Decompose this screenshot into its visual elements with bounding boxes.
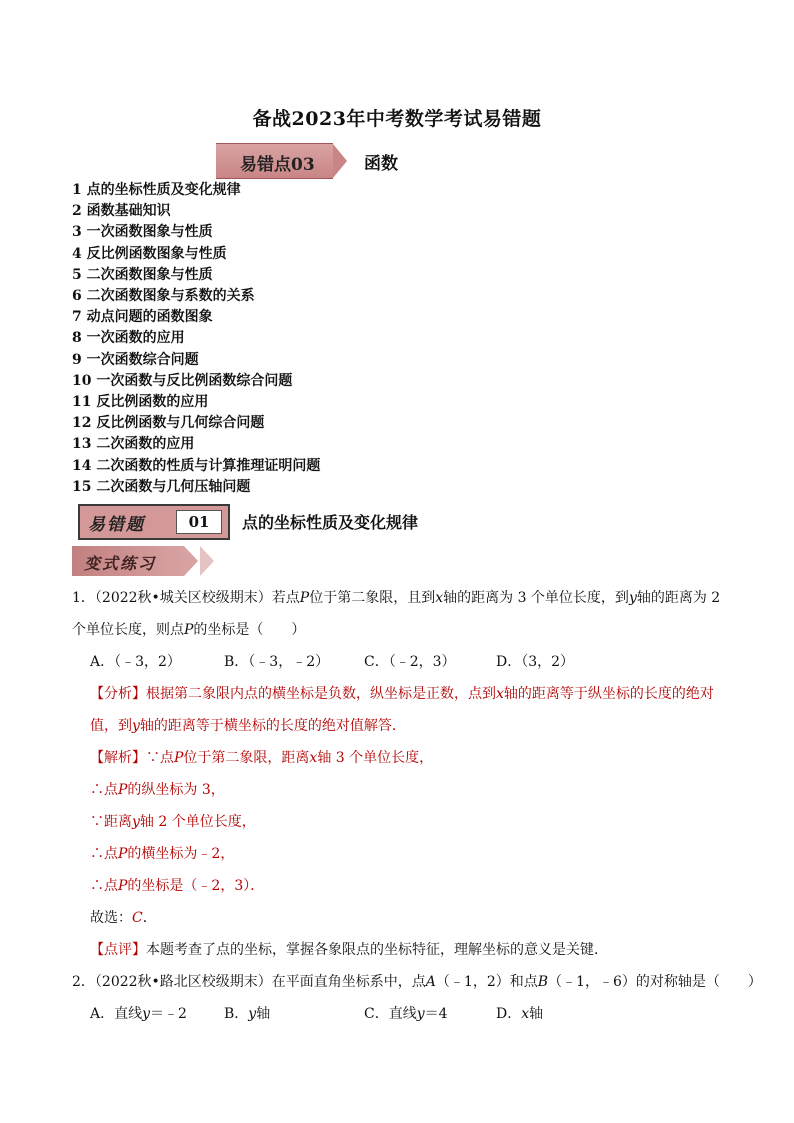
q1-stem-line1: 1．（2022秋•城关区校级期末）若点P位于第二象限，且到x轴的距离为 3 个单位长度，到y轴的距离为 2	[72, 590, 721, 606]
q2-option-b: B．y轴	[224, 1006, 271, 1022]
arrow-icon	[200, 546, 214, 576]
q1-option-b: B．（﹣3，﹣2）	[224, 654, 330, 670]
toc-item: 9 一次函数综合问题	[72, 351, 199, 368]
q1-solution-line1: 【解析】∵点P位于第二象限，距离x轴 3 个单位长度，	[90, 750, 434, 766]
toc-item: 14 二次函数的性质与计算推理证明问题	[72, 457, 321, 474]
toc-item: 11 反比例函数的应用	[72, 394, 209, 411]
q1-stem-line2: 个单位长度，则点P的坐标是（ ）	[72, 622, 306, 638]
q1-analysis-line2: 值，到y轴的距离等于横坐标的长度的绝对值解答．	[90, 718, 406, 734]
toc-item: 3 一次函数图象与性质	[72, 224, 213, 241]
error-point-label: 易错点03	[240, 155, 315, 175]
q1-analysis-line1: 【分析】根据第二象限内点的横坐标是负数，纵坐标是正数，点到x轴的距离等于纵坐标的长度的绝对	[90, 686, 714, 702]
q2-option-c: C．直线y＝4	[364, 1006, 448, 1022]
toc-item: 10 一次函数与反比例函数综合问题	[72, 372, 293, 389]
section-label: 易错题	[88, 515, 145, 535]
toc-item: 7 动点问题的函数图象	[72, 309, 213, 326]
toc-item: 12 反比例函数与几何综合问题	[72, 415, 265, 432]
q1-solution-line2: ∴点P的纵坐标为 3，	[90, 782, 225, 798]
section-badge	[78, 504, 230, 540]
toc-item: 6 二次函数图象与系数的关系	[72, 288, 255, 305]
error-point-badge	[216, 143, 333, 179]
q1-solution-line3: ∵距离y轴 2 个单位长度，	[90, 814, 256, 830]
practice-label: 变式练习	[84, 554, 157, 573]
q2-option-d: D．x轴	[496, 1006, 544, 1022]
q1-solution-line5: ∴点P的坐标是（﹣2，3）．	[90, 878, 265, 894]
page-title: 备战2023年中考数学考试易错题	[252, 108, 542, 130]
section-title: 点的坐标性质及变化规律	[242, 513, 419, 532]
table-of-contents	[72, 180, 320, 498]
toc-item: 4 反比例函数图象与性质	[72, 245, 227, 262]
q2-option-a: A．直线y＝﹣2	[90, 1006, 187, 1022]
q2-stem: 2．（2022秋•路北区校级期末）在平面直角坐标系中，点A（﹣1，2）和点B（﹣1，﹣6）的对称轴是（ ）	[72, 974, 762, 990]
toc-item: 8 一次函数的应用	[72, 330, 185, 347]
toc-item: 15 二次函数与几何压轴问题	[72, 478, 251, 495]
subject-heading: 函数	[364, 154, 398, 174]
toc-item: 2 函数基础知识	[72, 203, 171, 220]
practice-banner	[72, 546, 184, 576]
q1-comment: 【点评】本题考查了点的坐标，掌握各象限点的坐标特征，理解坐标的意义是关键．	[90, 942, 608, 958]
q1-option-c: C．（﹣2，3）	[364, 654, 456, 670]
q1-solution-line4: ∴点P的横坐标为﹣2，	[90, 846, 235, 862]
section-number: 01	[176, 510, 222, 534]
toc-item: 5 二次函数图象与性质	[72, 266, 213, 283]
q1-option-a: A．（﹣3，2）	[90, 654, 181, 670]
q1-answer: 故选：C．	[90, 910, 157, 926]
q1-option-d: D．（3，2）	[496, 654, 575, 670]
arrow-icon	[184, 546, 198, 576]
toc-item: 13 二次函数的应用	[72, 436, 195, 453]
toc-item: 1 点的坐标性质及变化规律	[72, 182, 241, 198]
